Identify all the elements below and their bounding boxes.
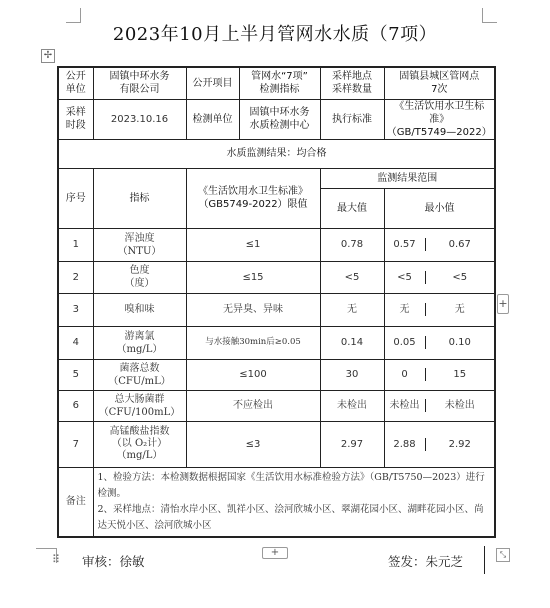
row-min: <5 <box>397 271 412 283</box>
row-limit: ≤1 <box>186 228 320 261</box>
water-quality-table <box>57 66 496 538</box>
row-limit: 与水接触30min后≥0.05 <box>186 326 320 359</box>
row-indicator: 嗅和味 <box>93 293 186 326</box>
notes-text: 1、检验方法：本检测数据根据国家《生活饮用水标准检验方法》（GB/T5750—2023）进行检测。 2、采样地点：清怡水岸小区、凯祥小区、浍河欣城小区、翠湖花园小区、湖畔花园小区、尚达天悦小区、浍河欣城小区 <box>93 467 495 537</box>
row-min-avg <box>384 390 495 421</box>
row-indicator: 总大肠菌群 （CFU/100mL） <box>93 390 186 421</box>
row-seq: 3 <box>58 293 93 326</box>
row-avg: 未检出 <box>444 400 475 411</box>
table-row <box>58 421 495 467</box>
row-avg: 2.92 <box>448 438 471 450</box>
header-row-1 <box>58 67 495 99</box>
table-row <box>58 326 495 359</box>
sampling-location-label: 采样地点 采样数量 <box>320 67 384 99</box>
row-seq: 5 <box>58 359 93 390</box>
column-header-row-1 <box>58 168 495 188</box>
row-min: 0 <box>401 369 408 380</box>
row-limit: 无异臭、异味 <box>186 293 320 326</box>
row-min-avg <box>384 359 495 390</box>
row-limit: ≤15 <box>186 261 320 293</box>
row-max: 30 <box>320 359 384 390</box>
publisher-value: 固镇中环水务 有限公司 <box>93 67 186 99</box>
table-resize-handle-icon[interactable]: ⤡ <box>496 548 510 562</box>
table-row <box>58 293 495 326</box>
row-max: 0.78 <box>320 228 384 261</box>
row-min-avg <box>384 326 495 359</box>
add-column-button[interactable]: + <box>497 294 509 314</box>
reviewer: 审核：徐敏 <box>82 554 145 569</box>
row-max: 无 <box>320 293 384 326</box>
standard-label: 执行标准 <box>320 99 384 139</box>
row-seq: 2 <box>58 261 93 293</box>
table-row <box>58 359 495 390</box>
publisher-label: 公开 单位 <box>58 67 93 99</box>
row-indicator: 高锰酸盐指数 （以 O₂计） （mg/L） <box>93 421 186 467</box>
row-avg: <5 <box>452 271 468 283</box>
col-seq-header: 序号 <box>58 168 93 228</box>
row-limit: 不应检出 <box>186 390 320 421</box>
row-seq: 1 <box>58 228 93 261</box>
row-max: <5 <box>320 261 384 293</box>
row-min-avg <box>384 228 495 261</box>
sampling-period-label: 采样 时段 <box>58 99 93 139</box>
issuer: 签发：朱元芝 <box>388 554 464 569</box>
row-max: 2.97 <box>320 421 384 467</box>
table-move-handle-icon[interactable]: ✢ <box>41 49 55 63</box>
monitoring-result: 水质监测结果：均合格 <box>58 139 495 168</box>
row-min: 0.57 <box>393 239 416 250</box>
col-min-header: 最小值 <box>384 188 495 228</box>
notes-label: 备注 <box>58 467 93 537</box>
row-min: 0.05 <box>393 337 416 348</box>
row-seq: 6 <box>58 390 93 421</box>
sampling-location-value: 固镇县城区管网点 7次 <box>384 67 495 99</box>
col-max-header: 最大值 <box>320 188 384 228</box>
testing-unit-label: 检测单位 <box>186 99 239 139</box>
col-limit-header: 《生活饮用水卫生标准》 （GB5749-2022）限值 <box>186 168 320 228</box>
row-min-avg <box>384 293 495 326</box>
add-row-button[interactable]: + <box>262 547 288 559</box>
project-label: 公开项目 <box>186 67 239 99</box>
result-row <box>58 139 495 168</box>
row-limit: ≤3 <box>186 421 320 467</box>
row-min: 2.88 <box>393 438 416 450</box>
table-row <box>58 228 495 261</box>
text-cursor <box>484 546 485 574</box>
row-avg: 无 <box>454 304 465 315</box>
row-min: 无 <box>399 304 410 315</box>
project-value: 管网水“7项” 检测指标 <box>239 67 320 99</box>
row-min: 未检出 <box>389 400 420 411</box>
row-seq: 7 <box>58 421 93 467</box>
sampling-period-value: 2023.10.16 <box>93 99 186 139</box>
table-row <box>58 390 495 421</box>
row-indicator: 色度 （度） <box>93 261 186 293</box>
drag-handle-icon[interactable]: ⠿ <box>52 553 60 566</box>
row-limit: ≤100 <box>186 359 320 390</box>
col-indicator-header: 指标 <box>93 168 186 228</box>
row-avg: 0.67 <box>448 239 471 250</box>
table-row <box>58 261 495 293</box>
document-title: 2023年10月上半月管网水水质（7项） <box>112 24 438 45</box>
row-indicator: 游离氯 （mg/L） <box>93 326 186 359</box>
row-min-avg <box>384 261 495 293</box>
col-range-header: 监测结果范围 <box>320 168 495 188</box>
row-max: 未检出 <box>320 390 384 421</box>
row-min-avg <box>384 421 495 467</box>
row-avg: 15 <box>453 369 467 380</box>
row-indicator: 菌落总数 （CFU/mL） <box>93 359 186 390</box>
row-indicator: 浑浊度 （NTU） <box>93 228 186 261</box>
testing-unit-value: 固镇中环水务 水质检测中心 <box>239 99 320 139</box>
row-avg: 0.10 <box>448 337 471 348</box>
row-seq: 4 <box>58 326 93 359</box>
header-row-2 <box>58 99 495 139</box>
notes-row <box>58 467 495 537</box>
row-max: 0.14 <box>320 326 384 359</box>
standard-value: 《生活饮用水卫生标准》 （GB/T5749—2022） <box>384 99 495 139</box>
